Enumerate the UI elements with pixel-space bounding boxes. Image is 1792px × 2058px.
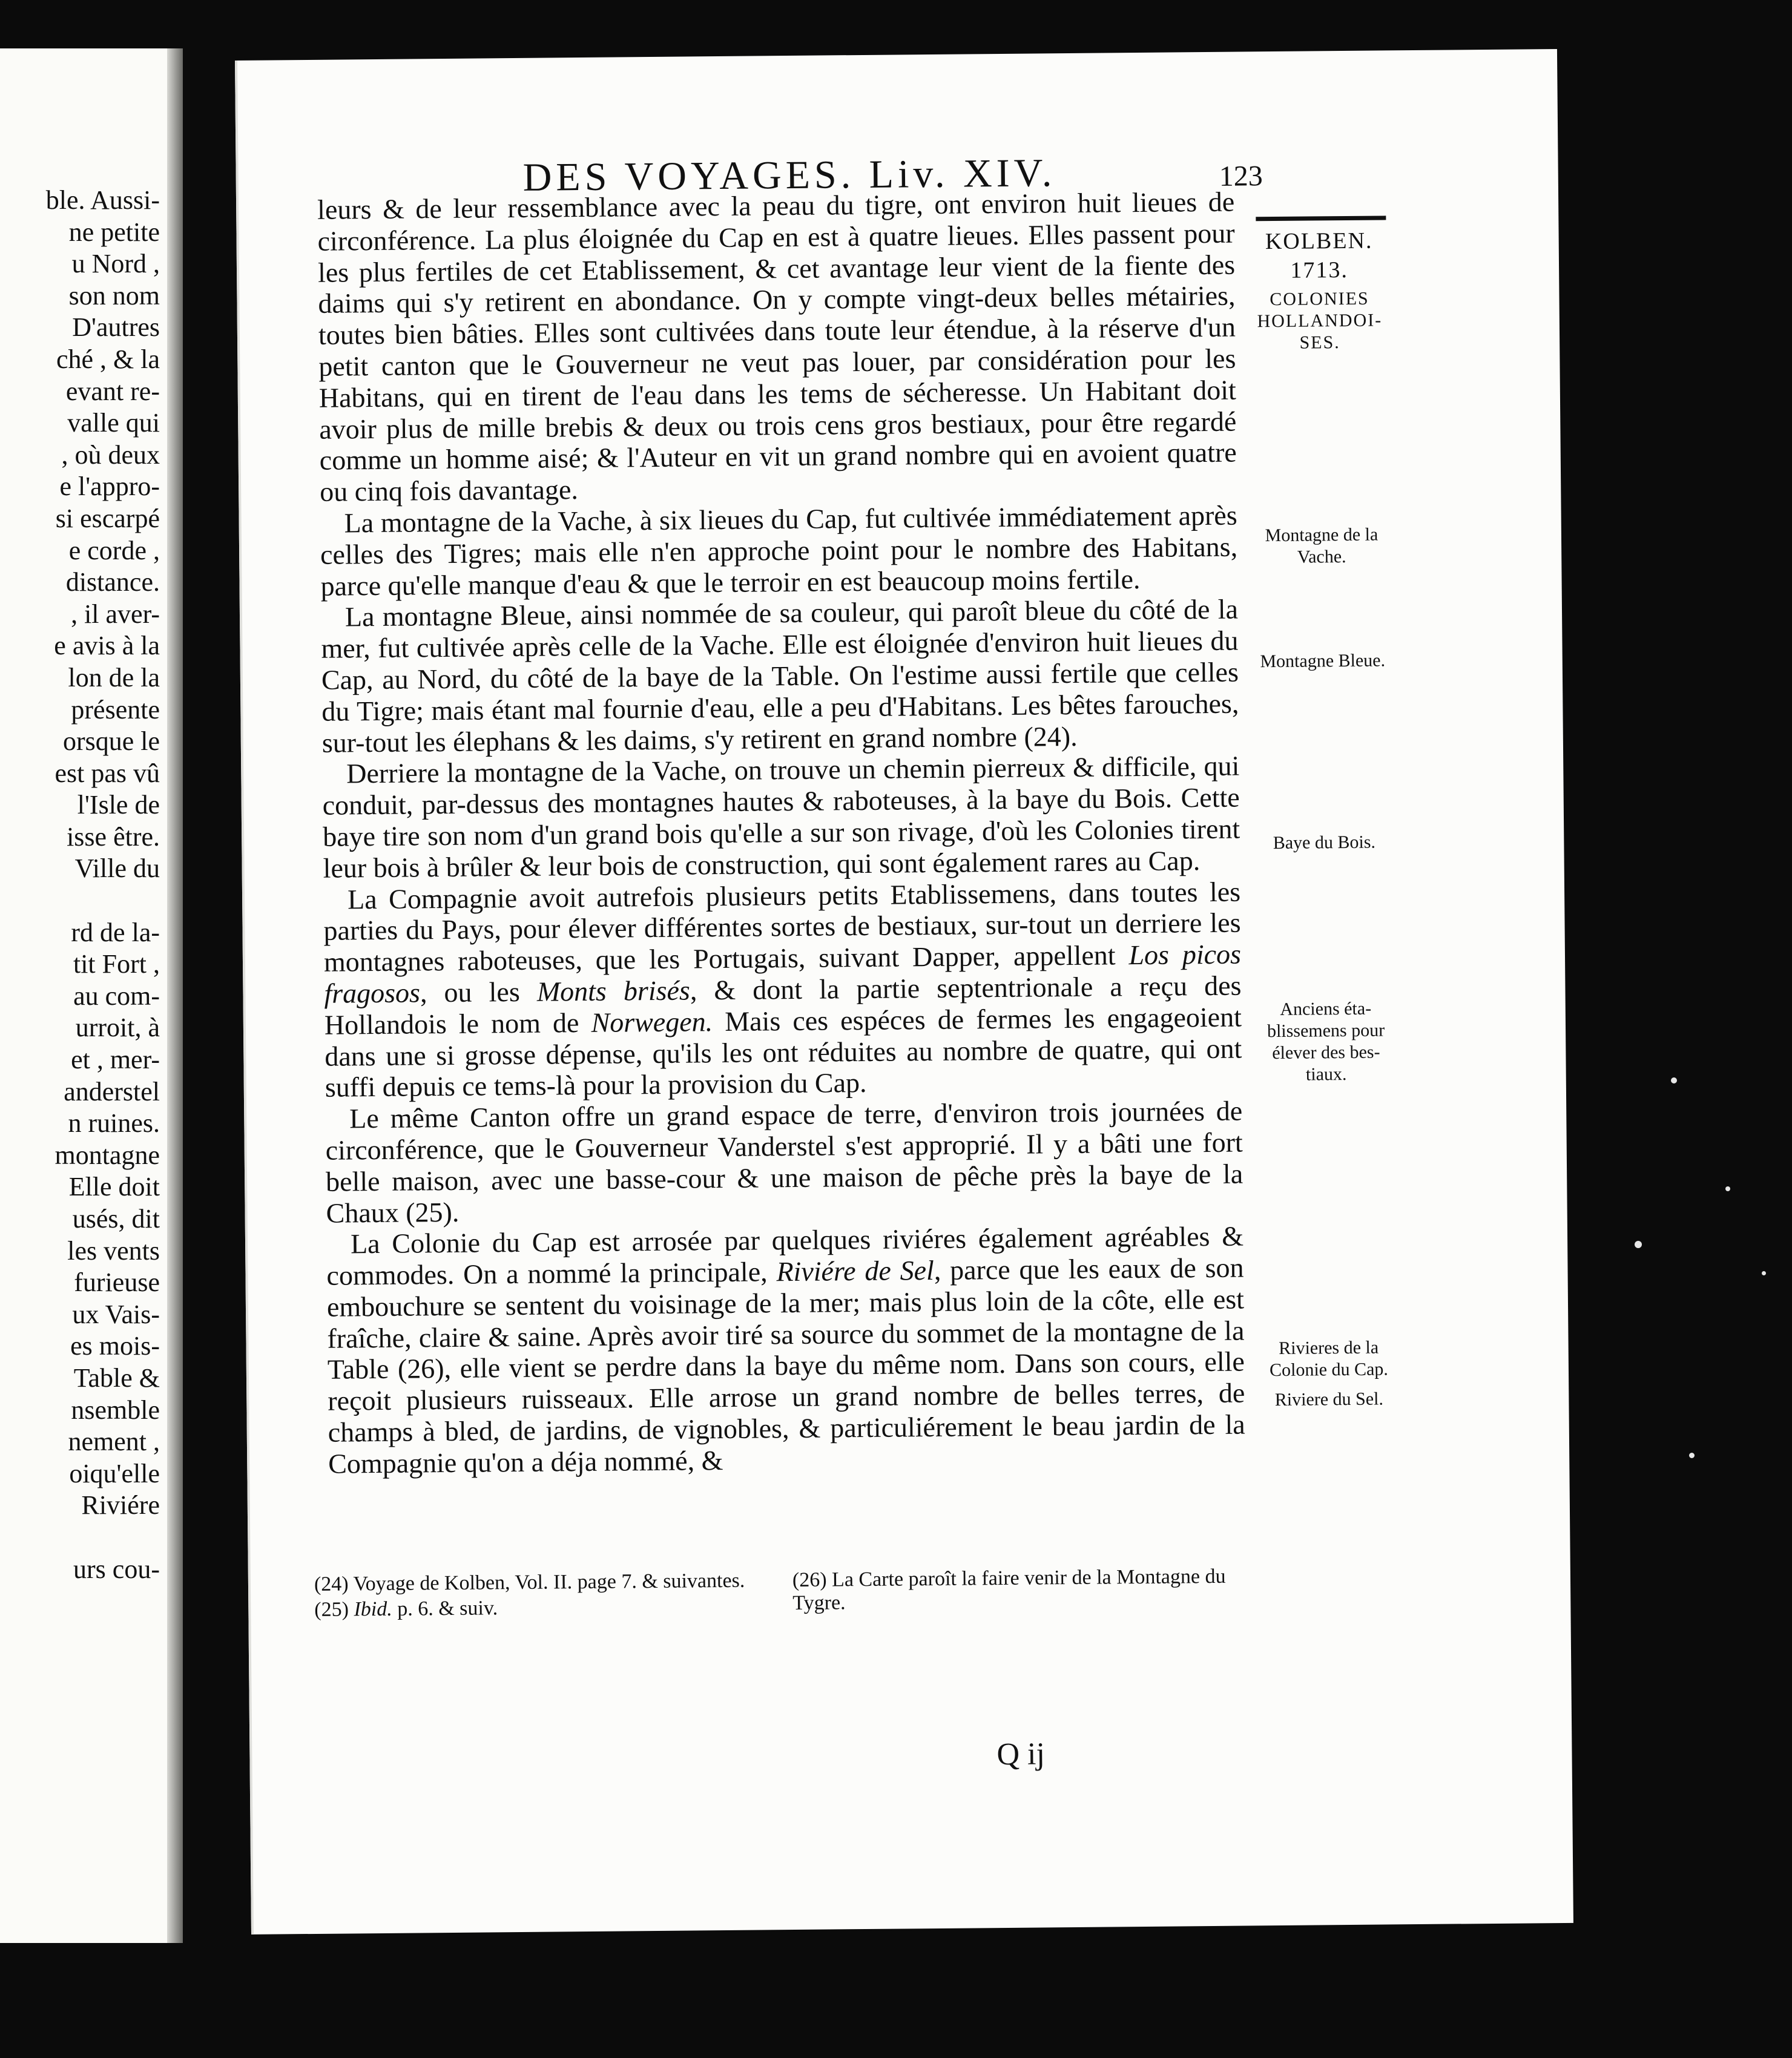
left-page-line: distance. — [65, 567, 160, 597]
left-page-line: ble. Aussi- — [45, 185, 160, 215]
left-page-line: es mois- — [70, 1331, 160, 1361]
footnote-24: (24) Voyage de Kolben, Vol. II. page 7. & suivantes. — [314, 1569, 745, 1596]
left-page-line: , où deux — [61, 439, 160, 470]
left-page-line: orsque le — [62, 726, 160, 757]
left-page-line: u Nord , — [71, 249, 160, 279]
text-run: , & dont la partie septentrionale a reçu des Hollandois le nom de — [324, 970, 1242, 1041]
left-page-line: lon de la — [68, 662, 160, 692]
body-text — [317, 186, 1245, 1480]
text-run: (25) — [314, 1598, 354, 1621]
left-page-line: montagne — [54, 1140, 160, 1170]
left-page-line: si escarpé — [55, 503, 160, 533]
left-page-line: e l'appro- — [59, 472, 160, 502]
text-run: La Colonie du Cap est arrosée par quelques riviéres également agréables & commodes. On a nommé la principale, — [326, 1220, 1244, 1291]
running-title: DES VOYAGES. Liv. XIV. — [522, 151, 1056, 200]
left-page-line: oiqu'elle — [69, 1458, 160, 1488]
text-run: , parce que les eaux de son embouchure se sentent du voisinage de la mer; mais plus loin de la côte, elle est fraîche, claire & saine. Après avoir tiré sa source du sommet de la montagne de la Table (26), elle vient se perdre dans la baye du même nom. Dans son cours, elle reçoit plusieurs ruisseaux. Elle arrose un grand nombre de belles terres, de champs à bled, de jardins, de vignobles, & particuliérement le beau jardin de la Compagnie qu'on a déja nommé, & — [326, 1252, 1245, 1479]
left-page-line: , il aver- — [71, 599, 160, 629]
italic-term: Norwegen. — [591, 1005, 713, 1038]
margin-note-vache: Montagne de la Vache. — [1265, 524, 1379, 567]
left-page-line: Table & — [73, 1363, 160, 1393]
left-page-line: au com- — [73, 981, 160, 1011]
italic-term: Monts brisés — [536, 975, 691, 1007]
text-run: , ou les — [420, 976, 538, 1008]
left-page-line: usés, dit — [72, 1204, 160, 1234]
page-number: 123 — [1219, 160, 1263, 192]
paragraph: Le même Canton offre un grand espace de terre, d'environ trois journées de circonférence, que le Gouverneur Vanderstel s'est approprié. Il y a bâti une fort belle maison, avec une basse-cour & une maison de pêche près la baye de la Chaux (25). — [325, 1095, 1244, 1229]
footnote-25 — [314, 1594, 768, 1622]
margin-note-anciens: Anciens éta-blissemens pour élever des bes-tiaux. — [1267, 998, 1385, 1085]
left-page-line: n ruines. — [68, 1108, 160, 1139]
left-page-fragment — [0, 48, 183, 1943]
left-page-line: son nom — [68, 280, 160, 311]
paragraph — [323, 876, 1242, 1103]
left-page-line: nsemble — [71, 1395, 160, 1425]
paragraph: La montagne de la Vache, à six lieues du Cap, fut cultivée immédiatement après celles des Tigres; mais elle n'en approche point pour le nombre des Habitans, parce qu'elle manque d'eau & que le terroir en est beaucoup moins fertile. — [320, 499, 1238, 602]
footnotes — [314, 1565, 1250, 1621]
left-page-line: urroit, à — [75, 1013, 160, 1043]
signature-mark: Q ij — [996, 1737, 1046, 1772]
header-rule — [1256, 215, 1386, 221]
left-page-line: rd de la- — [71, 917, 160, 947]
left-page-line: evant re- — [65, 376, 160, 406]
main-page — [235, 49, 1573, 1935]
left-page-line: D'autres — [72, 312, 160, 343]
left-page-line: ché , & la — [56, 344, 160, 374]
left-page-line: anderstel — [64, 1076, 160, 1106]
paragraph: leurs & de leur ressemblance avec la peau du tigre, ont environ huit lieues de circonférence. La plus éloignée du Cap en est à quatre lieues. Elles passent pour les plus fertiles de cet Etablissement, & cet avantage leur vient de la fiente des daims qui s'y retirent en abondance. On y compte vingt-deux belles métairies, toutes bien bâties. Elles sont cultivées dans toute leur étendue, à la réserve d'un petit canton que le Gouverneur ne veut pas louer, par considération pour les Habitans, qui en tirent de l'eau dans les tems de sécheresse. Un Habitant doit avoir plus de mille brebis & deux ou trois cens gros bestiaux, pour être regardé comme un homme aisé; & l'Auteur en vit un grand nombre qui en avoient quatre ou cinq fois davantage. — [317, 186, 1237, 507]
margin-year: 1713. — [1290, 257, 1349, 283]
left-page-line: Elle doit — [68, 1172, 160, 1202]
dust-speck — [1725, 1186, 1730, 1191]
margin-note-baye-bois: Baye du Bois. — [1273, 832, 1376, 853]
dust-speck — [1671, 1077, 1677, 1083]
left-page-line: furieuse — [74, 1267, 160, 1298]
left-page-line: Riviére — [81, 1490, 160, 1520]
footnote-column-right — [792, 1565, 1247, 1618]
margin-note-author — [1253, 226, 1386, 354]
footnote-26: (26) La Carte paroît la faire venir de la Montagne du Tygre. — [792, 1565, 1226, 1615]
left-page-line: l'Isle de — [77, 790, 160, 820]
left-page-line: nement , — [68, 1427, 160, 1457]
left-page-line: ne petite — [68, 217, 160, 247]
left-page-line: Ville du — [74, 853, 160, 884]
text-run: Mais ces espéces de fermes les engageoient dans une si grosse dépense, qu'ils les ont réduites au nombre de quatre, qui ont suffi depuis ce tems-là pour la provision du Cap. — [324, 1001, 1242, 1103]
text-run: p. 6. & suiv. — [392, 1597, 498, 1620]
left-page-line: isse être. — [67, 821, 160, 852]
left-page-line: tit Fort , — [73, 949, 160, 979]
left-page-line: et , mer- — [71, 1045, 160, 1075]
margin-author: KOLBEN. — [1265, 228, 1373, 255]
left-page-line: urs cou- — [73, 1554, 160, 1584]
left-page-line: est pas vû — [54, 758, 160, 788]
left-page-text-column — [46, 185, 160, 1585]
dust-speck — [1635, 1241, 1642, 1248]
dust-speck — [1689, 1453, 1695, 1458]
italic-term: Los picos fragosos — [324, 938, 1242, 1009]
margin-note-riviere-sel: Riviere du Sel. — [1274, 1389, 1384, 1410]
margin-colonies: COLONIES HOLLANDOI-SES. — [1257, 288, 1383, 353]
italic-term: Riviére de Sel — [776, 1255, 935, 1287]
left-page-line — [46, 885, 160, 917]
left-page-line: e avis à la — [54, 631, 160, 661]
left-page-line: les vents — [67, 1235, 160, 1266]
left-page-line: valle qui — [67, 408, 160, 438]
page-gutter-shadow — [167, 48, 183, 1943]
paragraph: La montagne Bleue, ainsi nommée de sa couleur, qui paroît bleue du côté de la mer, fut cultivée après celle de la Vache. Elle est éloignée d'environ huit lieues du Cap, au Nord, du côté de la baye de la Table. On l'estime aussi fertile que celles du Tigre; mais étant mal fournie d'eau, elle a peu d'Habitans. Les bêtes farouches, sur-tout les élephans & les daims, s'y retirent en grand nombre (24). — [321, 593, 1239, 758]
left-page-line: présente — [71, 694, 160, 725]
footnote-column-left — [314, 1569, 769, 1624]
left-page-line: e corde , — [68, 535, 160, 565]
paragraph — [326, 1221, 1246, 1480]
text-run: La Compagnie avoit autrefois plusieurs petits Etablissemens, dans toutes les parties du Pays, pour élever différentes sortes de bestiaux, sur-tout un derriere les montagnes raboteuses, que les Portugais, suivant Dapper, appellent — [323, 876, 1241, 978]
left-page-line: ux Vais- — [72, 1299, 160, 1329]
paragraph: Derriere la montagne de la Vache, on trouve un chemin pierreux & difficile, qui conduit, par-dessus des montagnes hautes & raboteuses, à la baye du Bois. Cette baye tire son nom d'un grand bois qu'elle a sur son rivage, d'où les Colonies tirent leur bois à brûler & leur bois de construction, qui sont également rares au Cap. — [322, 750, 1240, 884]
margin-note-rivieres: Rivieres de la Colonie du Cap. — [1269, 1337, 1388, 1381]
dust-speck — [1762, 1271, 1766, 1275]
italic-term: Ibid. — [354, 1597, 392, 1621]
left-page-line — [46, 1522, 160, 1554]
margin-note-bleue: Montagne Bleue. — [1260, 650, 1386, 672]
